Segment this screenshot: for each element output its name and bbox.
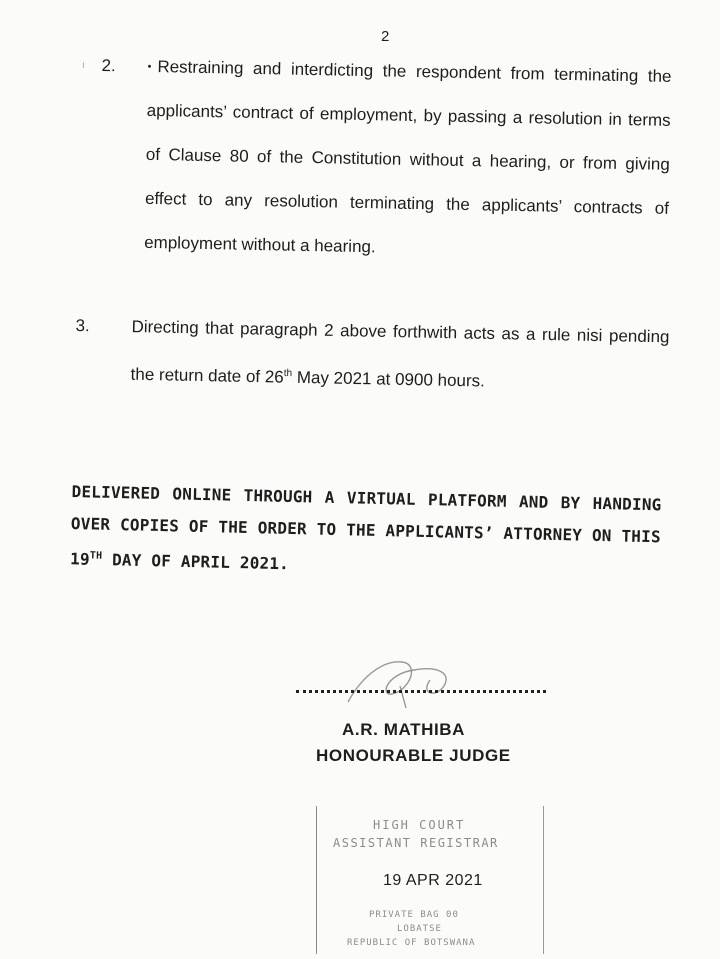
order-paragraph-3 — [75, 304, 670, 391]
paragraph-text — [144, 45, 672, 275]
stamp-line: PRIVATE BAG 00 — [369, 910, 459, 920]
delivery-statement — [70, 476, 662, 589]
stamp-line: ASSISTANT REGISTRAR — [333, 836, 499, 850]
delivery-text-end: DAY OF APRIL 2021. — [102, 550, 290, 574]
paragraph-2-text: Restraining and interdicting the respondent from terminating the applicants’ contract of employment, by passing a resolution in terms of Clause 80 of the Constitution without a hearing, or from giving effect to any resolution terminating the applicants’ contracts of employment without a hearing. — [144, 57, 672, 257]
ordinal-suffix: TH — [89, 550, 103, 562]
margin-mark: ı — [82, 60, 85, 71]
delivery-text-start: DELIVERED ONLINE THROUGH A VIRTUAL PLATFORM AND BY HANDING OVER COPIES OF THE ORDER TO THE APPLICANTS’ ATTORNEY ON THIS 19 — [69, 481, 662, 569]
court-stamp — [316, 806, 544, 954]
handwritten-signature — [340, 650, 470, 710]
stamp-line: LOBATSE — [397, 924, 442, 934]
page-number: 2 — [381, 28, 390, 45]
paragraph-number: 3. — [75, 315, 90, 336]
signature-block — [280, 650, 550, 780]
signature-line — [296, 690, 546, 693]
stamp-date: 19 APR 2021 — [383, 872, 483, 889]
stamp-line: HIGH COURT — [373, 818, 466, 832]
judge-title: HONOURABLE JUDGE — [316, 746, 511, 765]
paragraph-number: 2. — [101, 55, 116, 76]
judge-name: A.R. MATHIBA — [342, 720, 466, 739]
stamp-line: REPUBLIC OF BOTSWANA — [347, 938, 476, 948]
paragraph-text — [130, 305, 670, 407]
ordinal-suffix: th — [283, 368, 293, 380]
bullet-mark-icon: • — [147, 60, 152, 73]
paragraph-3-text-start: Directing that paragraph 2 above forthwith acts as a rule nisi pending the return date of 26 — [130, 317, 670, 387]
paragraph-3-text-end: May 2021 at 0900 hours. — [291, 367, 486, 391]
order-paragraph-2 — [101, 44, 672, 257]
